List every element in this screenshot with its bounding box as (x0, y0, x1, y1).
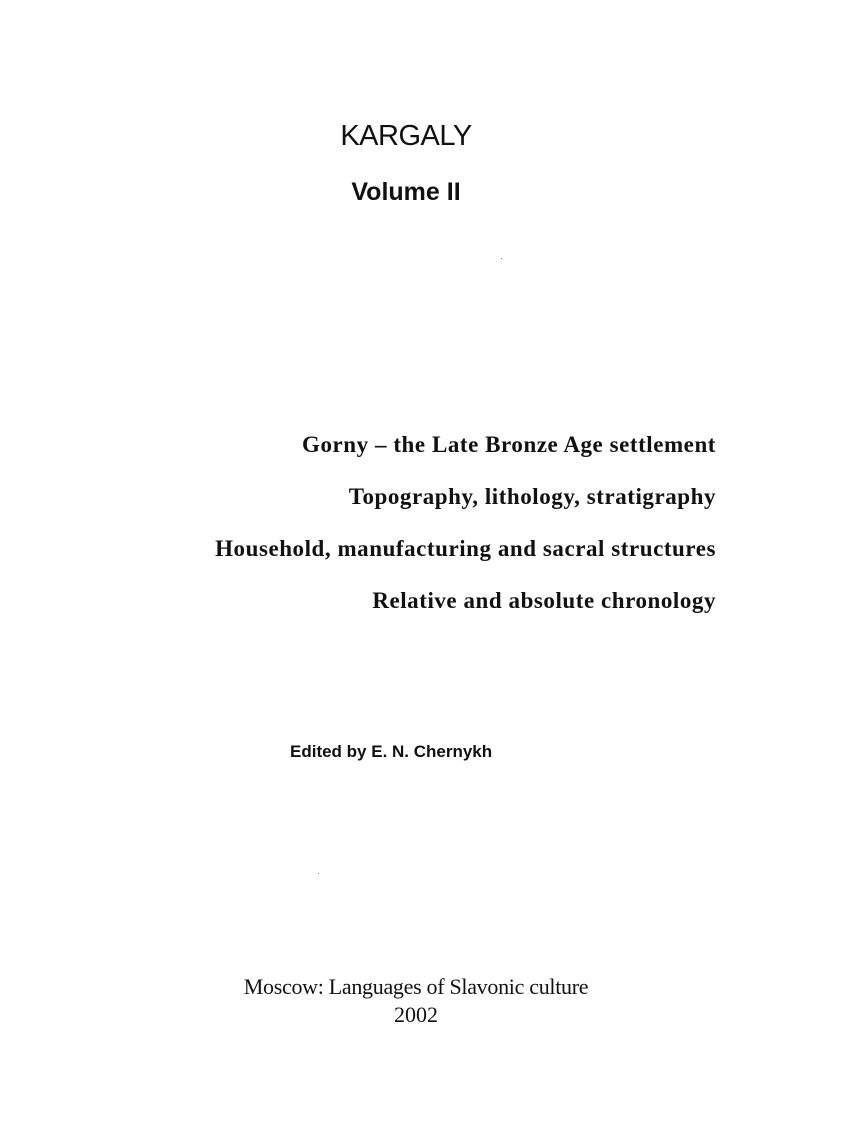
publisher-line: Moscow: Languages of Slavonic culture (243, 974, 589, 999)
book-title: KARGALY (340, 120, 472, 152)
publication-year: 2002 (394, 1002, 438, 1027)
subtitle-line-2: Topography, lithology, stratigraphy (348, 484, 716, 509)
editor-credit: Edited by E. N. Chernykh (290, 742, 493, 761)
volume-number: Volume II (351, 178, 461, 206)
subtitle-line-3: Household, manufacturing and sacral structures (215, 536, 716, 561)
scan-speck (318, 873, 319, 874)
subtitle-line-4: Relative and absolute chronology (372, 588, 716, 613)
scan-speck (501, 258, 502, 259)
subtitle-line-1: Gorny – the Late Bronze Age settlement (302, 432, 716, 457)
subtitle-block (215, 428, 716, 636)
